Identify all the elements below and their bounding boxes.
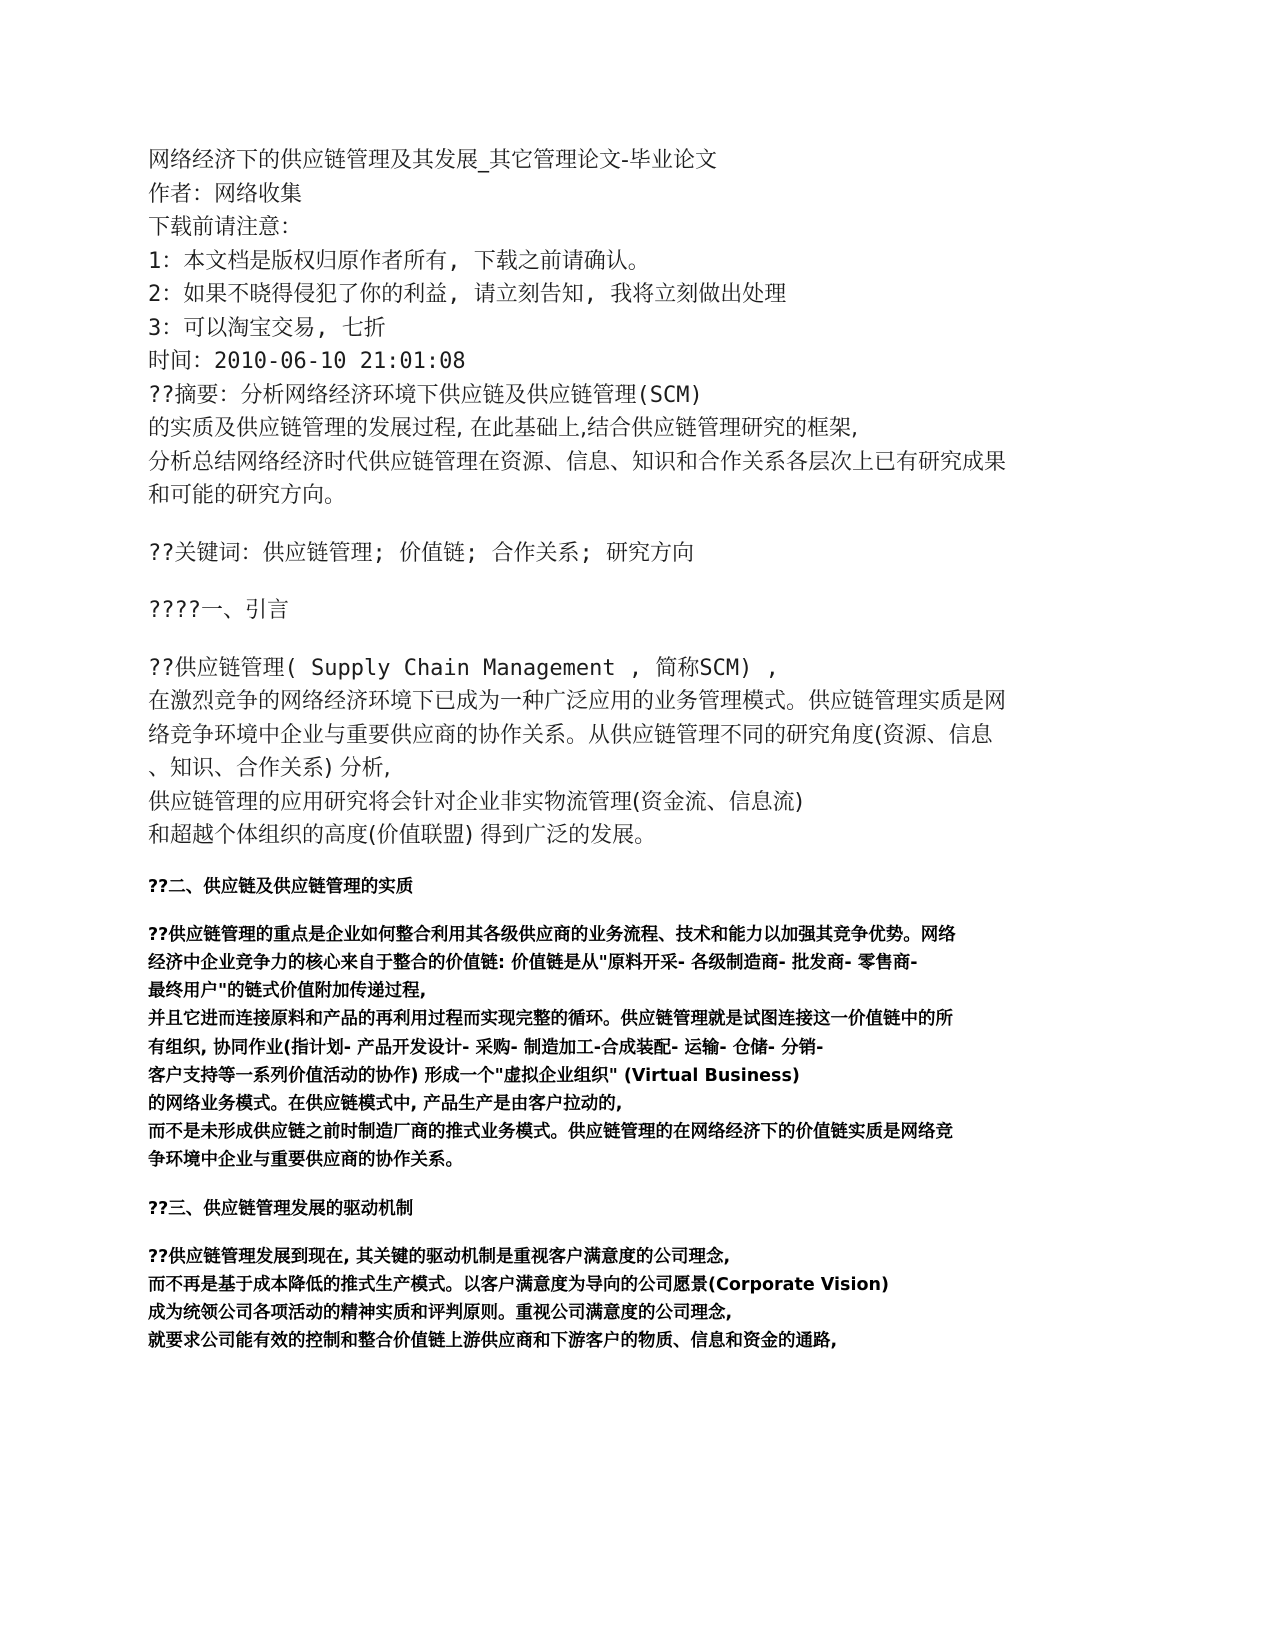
paragraph-line: 供应链管理的应用研究将会针对企业非实物流管理(资金流、信息流) (148, 789, 804, 815)
paragraph-line: 络竞争环境中企业与重要供应商的协作关系。从供应链管理不同的研究角度(资源、信息 (148, 722, 993, 748)
paragraph-line: 客户支持等一系列价值活动的协作) 形成一个"虚拟企业组织" (Virtual Business) (148, 1065, 800, 1086)
author-line: 作者：网络收集 (148, 181, 303, 207)
abstract-line: 和可能的研究方向。 (148, 483, 347, 508)
paragraph-line: 争环境中企业与重要供应商的协作关系。 (148, 1150, 463, 1171)
section-heading: ??二、供应链及供应链管理的实质 (148, 876, 414, 897)
section-heading: ????一、引言 (148, 598, 289, 623)
notice-item: 1：本文档是版权归原作者所有, 下载之前请确认。 (148, 248, 650, 274)
document-body (148, 144, 1128, 1356)
keywords-line: ??关键词：供应链管理; 价值链; 合作关系; 研究方向 (148, 540, 694, 566)
abstract-line: 的实质及供应链管理的发展过程, 在此基础上,结合供应链管理研究的框架, (148, 416, 858, 441)
time-line: 时间：2010-06-10 21:01:08 (148, 349, 466, 374)
paragraph-line: ??供应链管理发展到现在, 其关键的驱动机制是重视客户满意度的公司理念, (148, 1246, 731, 1267)
paragraph-line: ??供应链管理( Supply Chain Management , 简称SCM) , (148, 655, 779, 681)
abstract-line: 分析总结网络经济时代供应链管理在资源、信息、知识和合作关系各层次上已有研究成果 (148, 449, 1007, 475)
paragraph-line: ??供应链管理的重点是企业如何整合利用其各级供应商的业务流程、技术和能力以加强其竞争优势。网络 (148, 924, 956, 945)
paragraph-line: 经济中企业竞争力的核心来自于整合的价值链: 价值链是从"原料开采- 各级制造商- 批发商- 零售商- (148, 952, 918, 973)
paragraph-line: 成为统领公司各项活动的精神实质和评判原则。重视公司满意度的公司理念, (148, 1303, 733, 1324)
abstract-line: ??摘要：分析网络经济环境下供应链及供应链管理(SCM) (148, 382, 703, 408)
paragraph-line: 并且它进而连接原料和产品的再利用过程而实现完整的循环。供应链管理就是试图连接这一价值链中的所 (148, 1009, 953, 1030)
paragraph-line: 而不再是基于成本降低的推式生产模式。以客户满意度为导向的公司愿景(Corporate Vision) (148, 1274, 889, 1295)
paragraph-line: 就要求公司能有效的控制和整合价值链上游供应商和下游客户的物质、信息和资金的通路, (148, 1331, 838, 1352)
section-heading: ??三、供应链管理发展的驱动机制 (148, 1198, 414, 1219)
notice-heading: 下载前请注意： (148, 215, 303, 240)
paragraph-line: 而不是未形成供应链之前时制造厂商的推式业务模式。供应链管理的在网络经济下的价值链实质是网络竞 (148, 1122, 953, 1143)
paragraph-line: 的网络业务模式。在供应链模式中, 产品生产是由客户拉动的, (148, 1093, 623, 1114)
paragraph-line: 最终用户"的链式价值附加传递过程, (148, 981, 427, 1002)
paragraph-line: 有组织, 协同作业(指计划- 产品开发设计- 采购- 制造加工-合成装配- 运输- 仓储- 分销- (148, 1037, 824, 1058)
notice-item: 3：可以淘宝交易, 七折 (148, 315, 386, 341)
paragraph-line: 、知识、合作关系) 分析, (148, 756, 391, 781)
paragraph-line: 在激烈竞争的网络经济环境下已成为一种广泛应用的业务管理模式。供应链管理实质是网 (148, 689, 1007, 714)
document-title: 网络经济下的供应链管理及其发展_其它管理论文-毕业论文 (148, 148, 717, 173)
paragraph-line: 和超越个体组织的高度(价值联盟) 得到广泛的发展。 (148, 823, 657, 848)
notice-item: 2：如果不晓得侵犯了你的利益, 请立刻告知, 我将立刻做出处理 (148, 282, 787, 307)
